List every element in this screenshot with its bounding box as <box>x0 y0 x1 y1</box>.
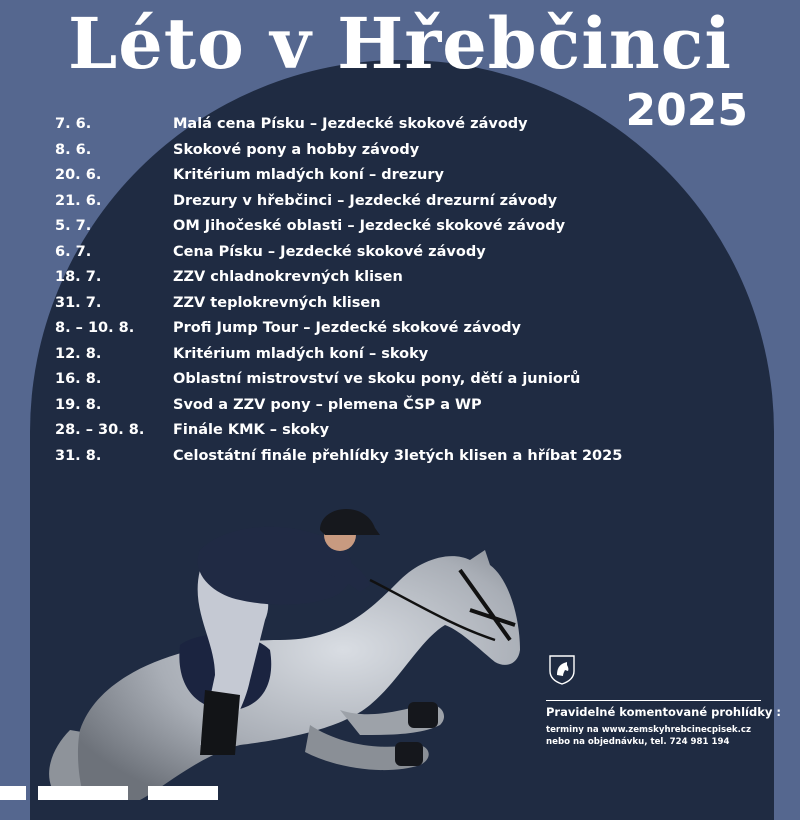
event-date: 20. 6. <box>55 167 102 183</box>
show-jumping-horse-photo <box>40 490 540 800</box>
schedule-row <box>55 393 615 419</box>
schedule-row <box>55 240 615 266</box>
schedule-row <box>55 367 615 393</box>
horse-head-emblem-icon <box>546 653 578 685</box>
jump-pole <box>0 786 26 800</box>
event-name: Kritérium mladých koní – drezury <box>173 167 444 183</box>
schedule-row <box>55 189 615 215</box>
schedule-row <box>55 418 615 444</box>
event-date: 31. 7. <box>55 294 102 311</box>
schedule-row <box>55 444 623 470</box>
event-date: 6. 7. <box>55 243 92 260</box>
event-name: Oblastní mistrovství ve skoku pony, dětí a juniorů <box>173 371 581 387</box>
event-date: 19. 8. <box>55 396 102 413</box>
event-name: Kritérium mladých koní – skoky <box>173 345 429 362</box>
event-name: OM Jihočeské oblasti – Jezdecké skokové závody <box>173 218 566 234</box>
jump-pole <box>38 786 128 800</box>
page-title: Léto v Hřebčinci <box>67 2 732 85</box>
schedule-row <box>55 342 615 368</box>
event-date: 16. 8. <box>55 371 102 387</box>
guided-tours-info <box>546 700 781 748</box>
event-date: 31. 8. <box>55 447 102 464</box>
event-date: 21. 6. <box>55 192 102 209</box>
schedule-row <box>55 291 615 317</box>
event-name: Cena Písku – Jezdecké skokové závody <box>173 243 486 260</box>
guided-tours-heading: Pravidelné komentované prohlídky : <box>546 700 761 724</box>
guided-tours-phone: nebo na objednávku, tel. 724 981 194 <box>546 737 730 747</box>
year-label: 2025 <box>625 85 748 136</box>
event-date: 28. – 30. 8. <box>55 422 145 438</box>
jump-pole <box>148 786 218 800</box>
event-name: ZZV chladnokrevných klisen <box>173 269 403 285</box>
event-name: Celostátní finále přehlídky 3letých klisen a hříbat 2025 <box>173 447 623 464</box>
event-date: 7. 6. <box>55 116 92 132</box>
event-name: Svod a ZZV pony – plemena ČSP a WP <box>173 396 482 413</box>
event-date: 12. 8. <box>55 345 102 362</box>
schedule-row <box>55 163 615 189</box>
guided-tours-website: terminy na www.zemskyhrebcinecpisek.cz <box>546 725 751 735</box>
event-name: Drezury v hřebčinci – Jezdecké drezurní závody <box>173 192 558 209</box>
event-name: ZZV teplokrevných klisen <box>173 294 381 311</box>
event-name: Skokové pony a hobby závody <box>173 141 420 158</box>
schedule-row <box>55 112 615 138</box>
schedule-row <box>55 265 615 291</box>
schedule-row <box>55 316 615 342</box>
event-name: Malá cena Písku – Jezdecké skokové závody <box>173 116 528 132</box>
schedule-row <box>55 214 615 240</box>
event-name: Finále KMK – skoky <box>173 422 330 438</box>
event-schedule <box>55 112 623 469</box>
event-name: Profi Jump Tour – Jezdecké skokové závody <box>173 320 522 336</box>
event-date: 8. – 10. 8. <box>55 320 135 336</box>
schedule-row <box>55 138 615 164</box>
event-date: 18. 7. <box>55 269 102 285</box>
event-date: 5. 7. <box>55 218 92 234</box>
event-date: 8. 6. <box>55 141 92 158</box>
